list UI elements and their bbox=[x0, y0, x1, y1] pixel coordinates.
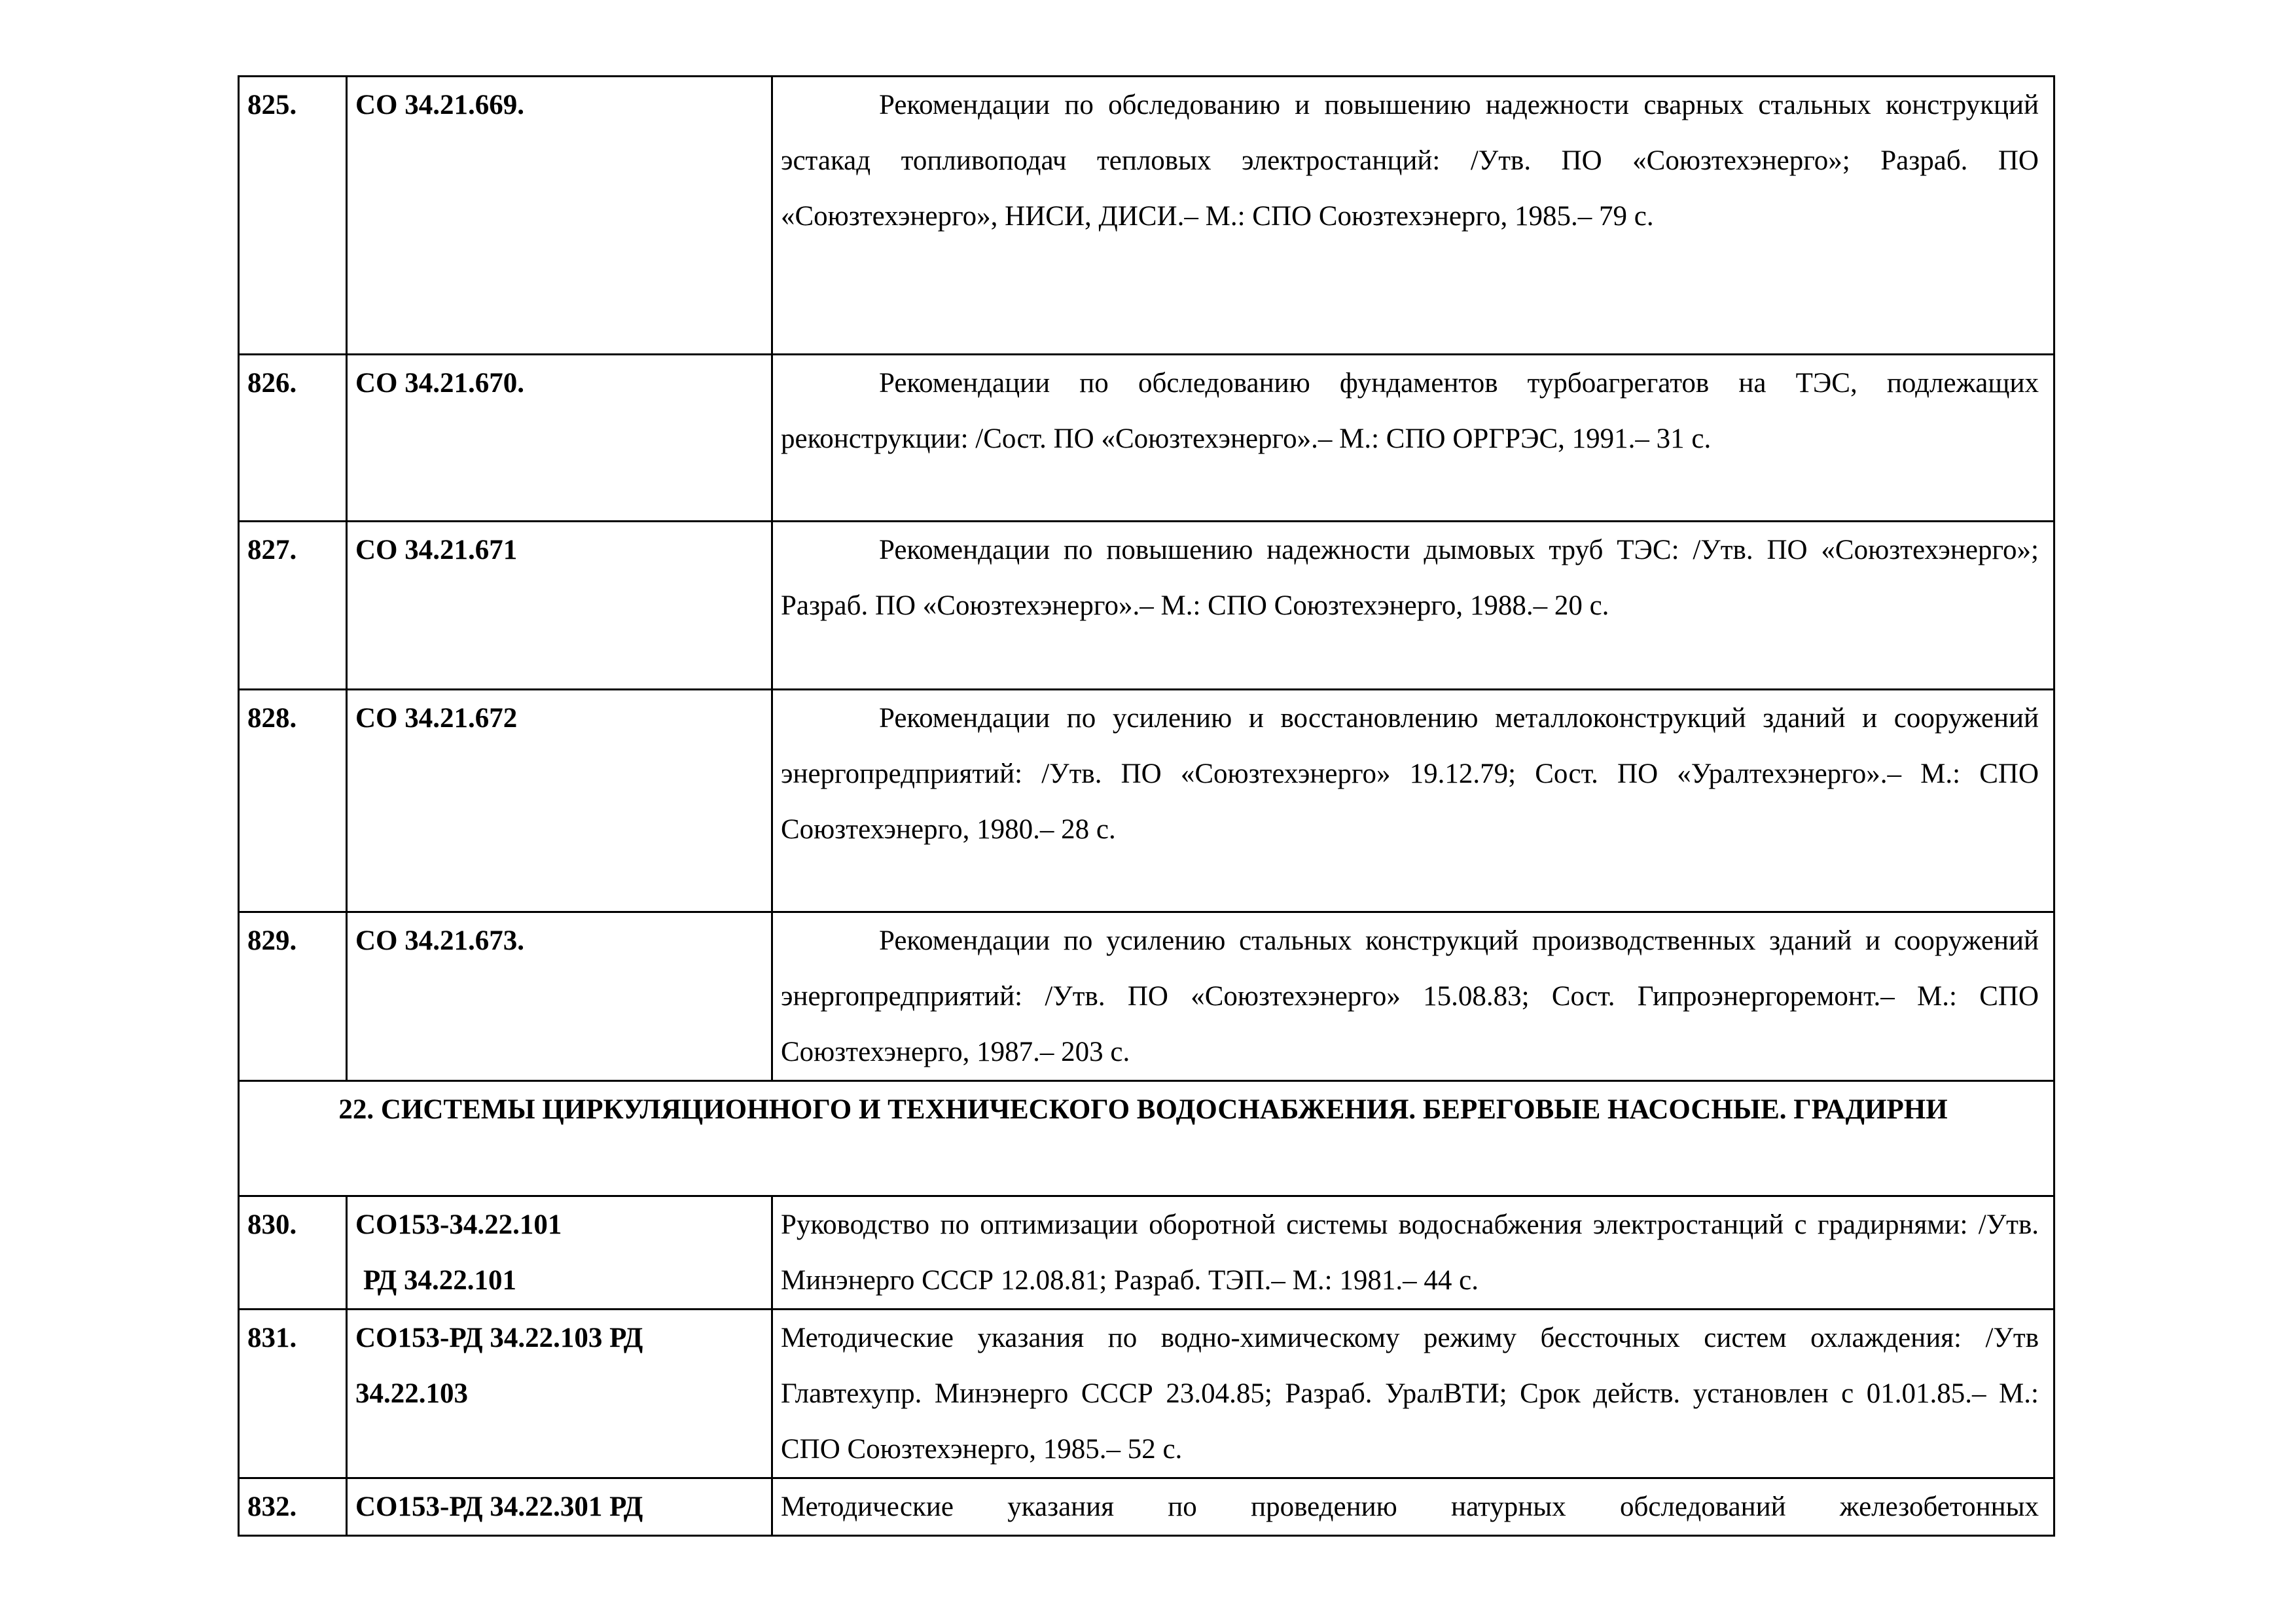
document-code: СО 34.21.673. bbox=[347, 912, 772, 1081]
document-description: Методические указания по проведению натурных обследований железобетонных bbox=[772, 1478, 2054, 1536]
document-code: СО153-РД 34.22.301 РД bbox=[347, 1478, 772, 1536]
section-heading-row bbox=[239, 1081, 2054, 1196]
document-description: Методические указания по водно-химическому режиму бессточных систем охлаждения: /Утв Главтехупр. Минэнерго СССР 23.04.85; Разраб. УралВТИ; Срок действ. установлен с 01.01.85.– М.: СПО Союзтехэнерго, 1985.– 52 с. bbox=[772, 1310, 2054, 1478]
entry-number: 832. bbox=[239, 1478, 347, 1536]
document-code: СО 34.21.670. bbox=[347, 355, 772, 522]
table-row bbox=[239, 1310, 2054, 1478]
entry-number: 831. bbox=[239, 1310, 347, 1478]
entry-number: 830. bbox=[239, 1196, 347, 1310]
entry-number: 827. bbox=[239, 522, 347, 690]
document-code-line: РД 34.22.101 bbox=[363, 1265, 517, 1296]
document-code bbox=[347, 1310, 772, 1478]
document-code: СО 34.21.671 bbox=[347, 522, 772, 690]
entry-number: 829. bbox=[239, 912, 347, 1081]
entry-number: 825. bbox=[239, 77, 347, 355]
document-code-line: СО153-34.22.101 bbox=[355, 1209, 562, 1240]
table-row bbox=[239, 522, 2054, 690]
document-code bbox=[347, 1196, 772, 1310]
entry-number: 826. bbox=[239, 355, 347, 522]
table-row bbox=[239, 912, 2054, 1081]
document-description: Рекомендации по обследованию фундаментов турбоагрегатов на ТЭС, подлежащих реконструкции: /Сост. ПО «Союзтехэнерго».– М.: СПО ОРГРЭС, 1991.– 31 с. bbox=[772, 355, 2054, 522]
document-description: Рекомендации по обследованию и повышению надежности сварных стальных конструкций эстакад топливоподач тепловых электростанций: /Утв. ПО «Союзтехэнерго»; Разраб. ПО «Союзтехэнерго», НИСИ, ДИСИ.– М.: СПО Союзтехэнерго, 1985.– 79 с. bbox=[772, 77, 2054, 355]
table-row bbox=[239, 1196, 2054, 1310]
document-code: СО 34.21.669. bbox=[347, 77, 772, 355]
table-row bbox=[239, 690, 2054, 912]
standards-registry-table bbox=[238, 75, 2055, 1537]
document-code-line: СО153-РД 34.22.103 РД bbox=[355, 1323, 643, 1353]
document-code: СО 34.21.672 bbox=[347, 690, 772, 912]
document-description: Руководство по оптимизации оборотной системы водоснабжения электростанций с градирнями: /Утв. Минэнерго СССР 12.08.81; Разраб. ТЭП.– М.: 1981.– 44 с. bbox=[772, 1196, 2054, 1310]
table-row bbox=[239, 355, 2054, 522]
table-row bbox=[239, 77, 2054, 355]
document-description: Рекомендации по усилению и восстановлению металлоконструкций зданий и сооружений энергопредприятий: /Утв. ПО «Союзтехэнерго» 19.12.79; Сост. ПО «Уралтехэнерго».– М.: СПО Союзтехэнерго, 1980.– 28 с. bbox=[772, 690, 2054, 912]
document-description: Рекомендации по усилению стальных конструкций производственных зданий и сооружений энергопредприятий: /Утв. ПО «Союзтехэнерго» 15.08.83; Сост. Гипроэнергоремонт.– М.: СПО Союзтехэнерго, 1987.– 203 с. bbox=[772, 912, 2054, 1081]
entry-number: 828. bbox=[239, 690, 347, 912]
section-heading: 22. СИСТЕМЫ ЦИРКУЛЯЦИОННОГО И ТЕХНИЧЕСКОГО ВОДОСНАБЖЕНИЯ. БЕРЕГОВЫЕ НАСОСНЫЕ. ГРАДИРНИ bbox=[239, 1081, 2054, 1196]
table-row bbox=[239, 1478, 2054, 1536]
document-description: Рекомендации по повышению надежности дымовых труб ТЭС: /Утв. ПО «Союзтехэнерго»; Разраб. ПО «Союзтехэнерго».– М.: СПО Союзтехэнерго, 1988.– 20 с. bbox=[772, 522, 2054, 690]
document-code-line: 34.22.103 bbox=[355, 1378, 468, 1409]
